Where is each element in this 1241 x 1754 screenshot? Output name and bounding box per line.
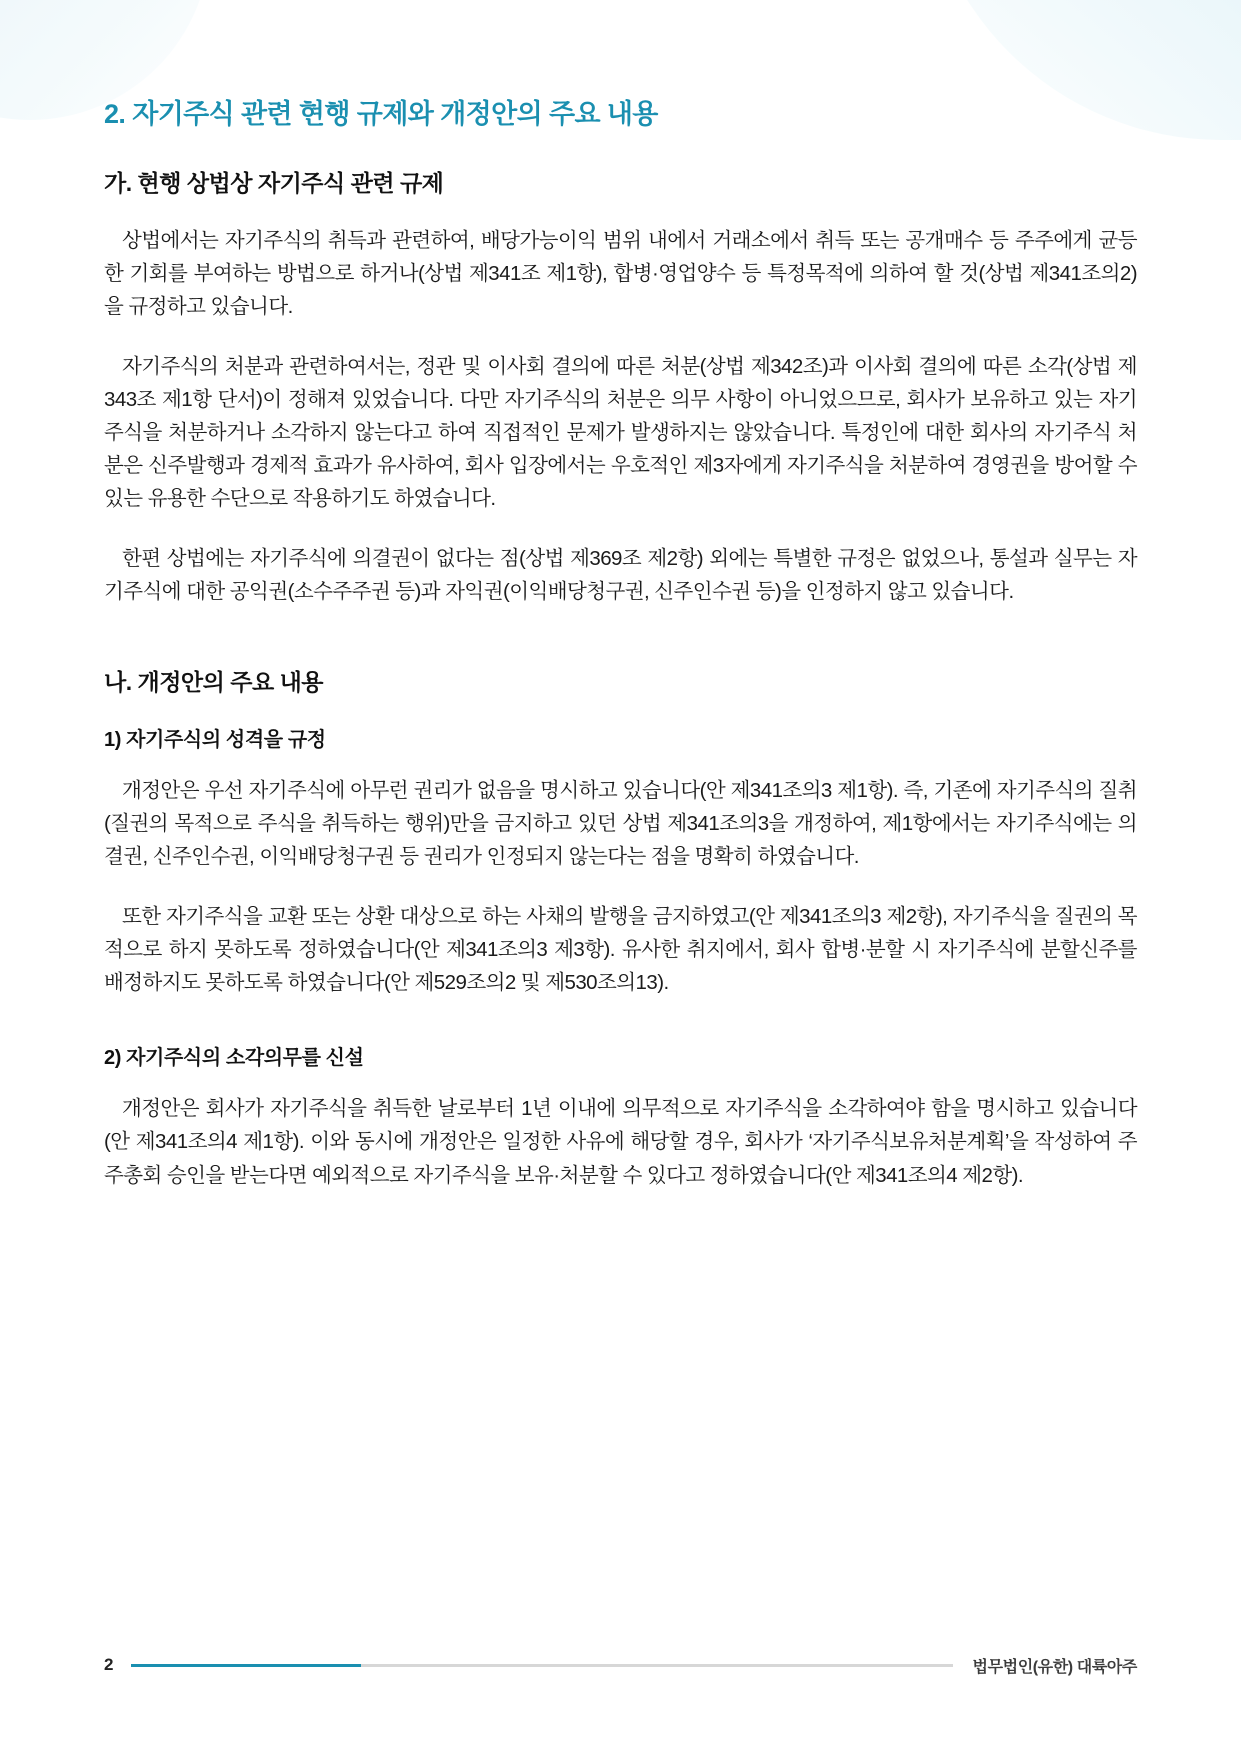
paragraph-b1-1: 개정안은 우선 자기주식에 아무런 권리가 없음을 명시하고 있습니다(안 제341조의3 제1항). 즉, 기존에 자기주식의 질취(질권의 목적으로 주식을 취득하는 행위)만을 금지하고 있던 상법 제341조의3을 개정하여, 제1항에서는 자기주식에는 의결권, 신주인수권, 이익배당청구권 등 권리가 인정되지 않는다는 점을 명확히 하였습니다. — [104, 779, 1137, 869]
spacer — [104, 1025, 1137, 1041]
minor-heading-b1: 1) 자기주식의 성격을 규정 — [104, 729, 326, 752]
subsection-heading-a: 가. 현행 상법상 자기주식 관련 규제 — [104, 170, 444, 196]
page-number: 2 — [104, 1655, 114, 1674]
paragraph-a1: 상법에서는 자기주식의 취득과 관련하여, 배당가능이익 범위 내에서 거래소에서 취득 또는 공개매수 등 주주에게 균등한 기회를 부여하는 방법으로 하거나(상법 제341조 제1항), 합병·영업양수 등 특정목적에 의하여 할 것(상법 제341조의2)을 규정하고 있습니다. — [104, 229, 1137, 319]
firm-name: 법무법인(유한) 대륙아주 — [972, 1658, 1137, 1676]
page-title: 2. 자기주식 관련 현행 규제와 개정안의 주요 내용 — [104, 99, 658, 129]
spacer — [104, 634, 1137, 664]
paragraph-b2-1: 개정안은 회사가 자기주식을 취득한 날로부터 1년 이내에 의무적으로 자기주식을 소각하여야 함을 명시하고 있습니다(안 제341조의4 제1항). 이와 동시에 개정안은 일정한 사유에 해당할 경우, 회사가 ‘자기주식보유처분계획’을 작성하여 주주총회 승인을 받는다면 예외적으로 자기주식을 보유·처분할 수 있다고 정하였습니다(안 제341조의4 제2항). — [104, 1097, 1137, 1187]
subsection-heading-b: 나. 개정안의 주요 내용 — [104, 669, 324, 696]
page-footer — [104, 1654, 1137, 1676]
paragraph-a2: 자기주식의 처분과 관련하여서는, 정관 및 이사회 결의에 따른 처분(상법 제342조)과 이사회 결의에 따른 소각(상법 제343조 제1항 단서)이 정해져 있었습니다. 다만 자기주식의 처분은 의무 사항이 아니었으므로, 회사가 보유하고 있는 자기주식을 처분하거나 소각하지 않는다고 하여 직접적인 문제가 발생하지는 않았습니다. 특정인에 대한 회사의 자기주식 처분은 신주발행과 경제적 효과가 유사하여, 회사 입장에서는 우호적인 제3자에게 자기주식을 처분하여 경영권을 방어할 수 있는 유용한 수단으로 작용하기도 하였습니다. — [104, 354, 1137, 511]
footer-rule — [131, 1664, 952, 1667]
paragraph-b1-2: 또한 자기주식을 교환 또는 상환 대상으로 하는 사채의 발행을 금지하였고(안 제341조의3 제2항), 자기주식을 질권의 목적으로 하지 못하도록 정하였습니다(안 제341조의3 제3항). 유사한 취지에서, 회사 합병·분할 시 자기주식에 분할신주를 배정하지도 못하도록 하였습니다(안 제529조의2 및 제530조의13). — [104, 904, 1137, 995]
minor-heading-b2: 2) 자기주식의 소각의무를 신설 — [104, 1047, 364, 1070]
paragraph-a3: 한편 상법에는 자기주식에 의결권이 없다는 점(상법 제369조 제2항) 외에는 특별한 규정은 없었으나, 통설과 실무는 자기주식에 대한 공익권(소수주주권 등)과 자익권(이익배당청구권, 신주인수권 등)을 인정하지 않고 있습니다. — [104, 546, 1137, 603]
